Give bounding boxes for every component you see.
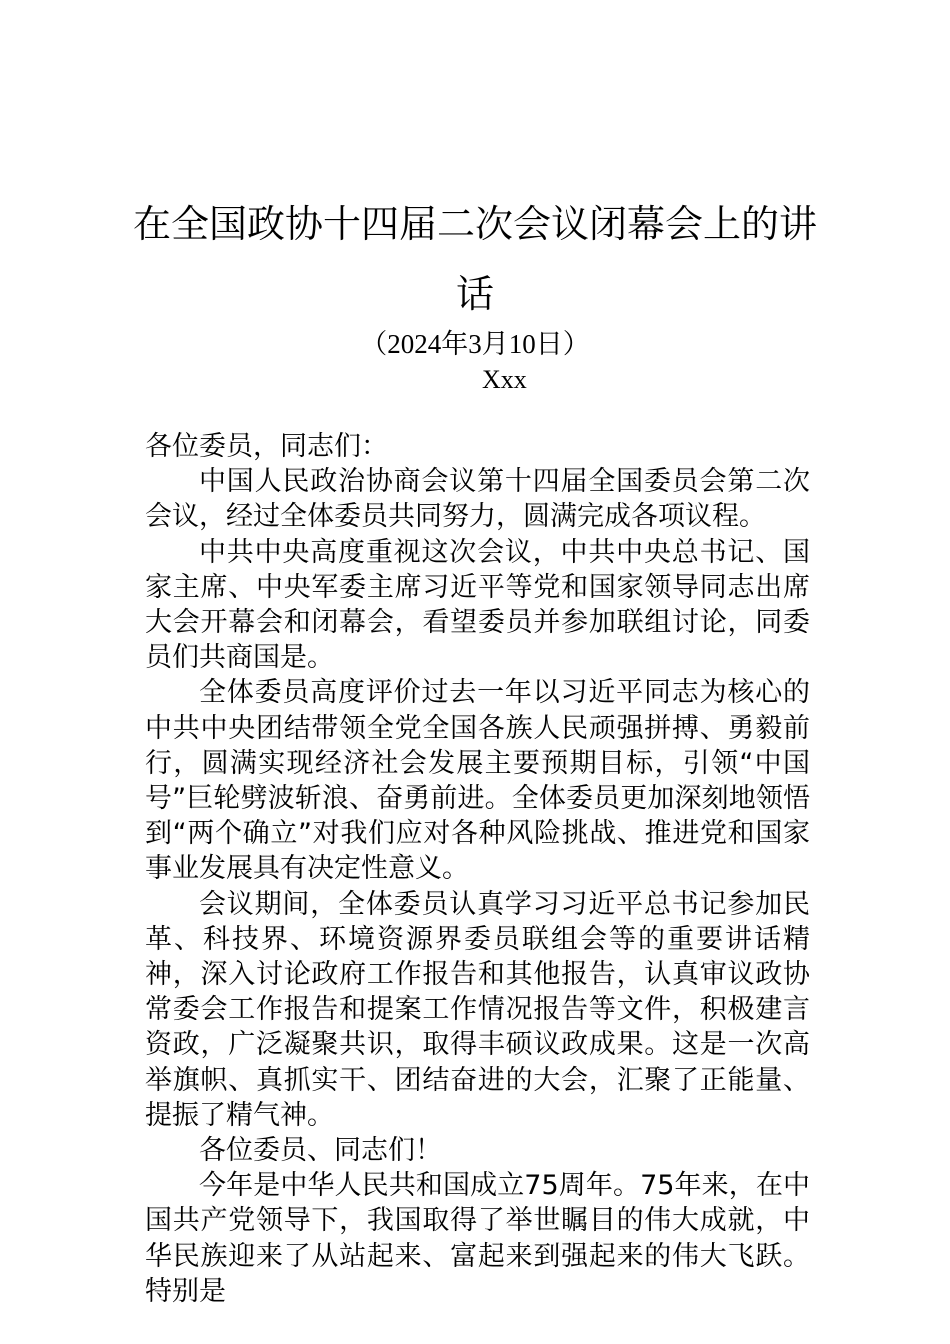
paragraph-4: 会议期间，全体委员认真学习习近平总书记参加民革、科技界、环境资源界委员联组会等的重要讲话精神，深入讨论政府工作报告和其他报告，认真审议政协常委会工作报告和提案工作情况报告等文件，积极建言资政，广泛凝聚共识，取得丰硕议政成果。这是一次高举旗帜、真抓实干、团结奋进的大会，汇聚了正能量、提振了精气神。 bbox=[145, 888, 810, 1131]
salutation: 各位委员，同志们： bbox=[145, 431, 388, 462]
paragraph-1: 中国人民政治协商会议第十四届全国委员会第二次会议，经过全体委员共同努力，圆满完成各项议程。 bbox=[145, 466, 810, 533]
document-title-line-2: 话 bbox=[455, 272, 494, 316]
paragraph-5: 各位委员、同志们！ bbox=[199, 1135, 442, 1167]
speech-date: （2024年3月10日） bbox=[360, 329, 590, 359]
paragraph-2: 中共中央高度重视这次会议，中共中央总书记、国家主席、中央军委主席习近平等党和国家领导同志出席大会开幕会和闭幕会，看望委员并参加联组讨论，同委员们共商国是。 bbox=[145, 536, 810, 674]
paragraph-6: 今年是中华人民共和国成立75周年。75年来，在中国共产党领导下，我国取得了举世瞩目的伟大成就，中华民族迎来了从站起来、富起来到强起来的伟大飞跃。特别是 bbox=[145, 1170, 810, 1307]
speaker-name: Xxx bbox=[482, 365, 527, 394]
speech-body bbox=[145, 429, 810, 1309]
document-title-line-1: 在全国政协十四届二次会议闭幕会上的讲 bbox=[132, 202, 817, 246]
paragraph-3: 全体委员高度评价过去一年以习近平同志为核心的中共中央团结带领全党全国各族人民顽强拼搏、勇毅前行，圆满实现经济社会发展主要预期目标，引领“中国号”巨轮劈波斩浪、奋勇前进。全体委员更加深刻地领悟到“两个确立”对我们应对各种风险挑战、推进党和国家事业发展具有决定性意义。 bbox=[145, 677, 810, 885]
